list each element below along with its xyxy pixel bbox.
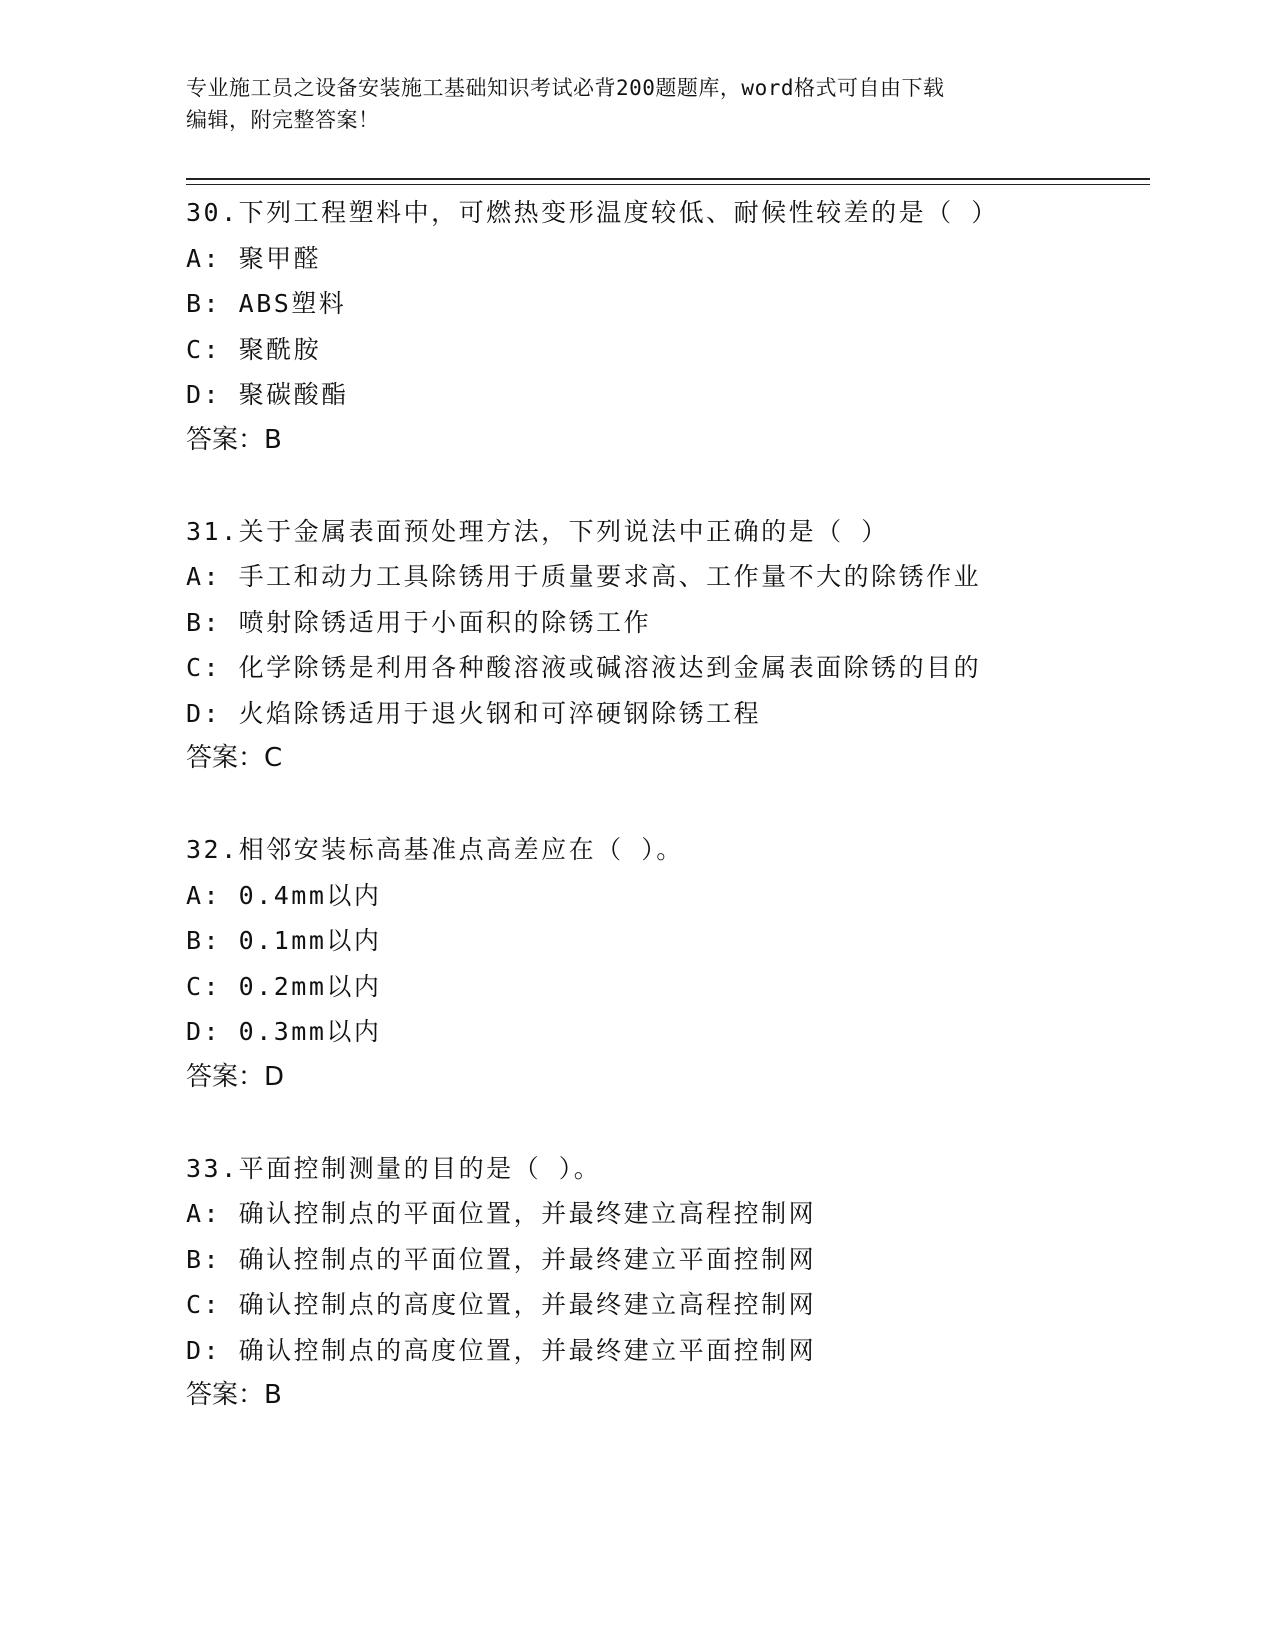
answer-line: 答案：B — [186, 1380, 282, 1410]
question-stem: 30.下列工程塑料中，可燃热变形温度较低、耐候性较差的是（ ） — [186, 198, 999, 227]
question-33 — [186, 1146, 1146, 1419]
question-32 — [186, 827, 1146, 1100]
document-header — [186, 72, 1086, 136]
option-d: D: 确认控制点的高度位置，并最终建立平面控制网 — [186, 1335, 817, 1365]
option-d: D: 火焰除锈适用于退火钢和可淬硬钢除锈工程 — [186, 698, 762, 728]
option-b: B: ABS塑料 — [186, 289, 347, 318]
question-list — [186, 190, 1146, 1464]
header-rule-thin — [186, 184, 1150, 185]
option-d: D: 0.3mm以内 — [186, 1017, 382, 1046]
header-rule-thick — [186, 178, 1150, 180]
option-b: B: 确认控制点的平面位置，并最终建立平面控制网 — [186, 1244, 817, 1274]
option-c: C: 聚酰胺 — [186, 334, 322, 364]
option-b: B: 0.1mm以内 — [186, 926, 382, 955]
option-a: A: 手工和动力工具除锈用于质量要求高、工作量不大的除锈作业 — [186, 562, 982, 591]
option-d: D: 聚碳酸酯 — [186, 380, 349, 409]
answer-line: 答案：C — [186, 743, 283, 773]
header-line-2: 编辑，附完整答案！ — [186, 108, 380, 132]
option-c: C: 0.2mm以内 — [186, 971, 382, 1001]
question-30 — [186, 190, 1146, 463]
question-31 — [186, 509, 1146, 782]
option-a: A: 确认控制点的平面位置，并最终建立高程控制网 — [186, 1199, 817, 1228]
question-stem: 31.关于金属表面预处理方法，下列说法中正确的是（ ） — [186, 516, 889, 546]
option-c: C: 确认控制点的高度位置，并最终建立高程控制网 — [186, 1290, 817, 1319]
option-b: B: 喷射除锈适用于小面积的除锈工作 — [186, 607, 652, 637]
option-a: A: 0.4mm以内 — [186, 880, 382, 910]
answer-line: 答案：B — [186, 424, 282, 455]
answer-line: 答案：D — [186, 1061, 285, 1092]
header-line-1: 专业施工员之设备安装施工基础知识考试必背200题题库，word格式可自由下载 — [186, 76, 945, 100]
option-a: A: 聚甲醛 — [186, 243, 322, 273]
option-c: C: 化学除锈是利用各种酸溶液或碱溶液达到金属表面除锈的目的 — [186, 653, 982, 682]
question-stem: 32.相邻安装标高基准点高差应在（ ）。 — [186, 835, 684, 864]
question-stem: 33.平面控制测量的目的是（ ）。 — [186, 1153, 602, 1183]
